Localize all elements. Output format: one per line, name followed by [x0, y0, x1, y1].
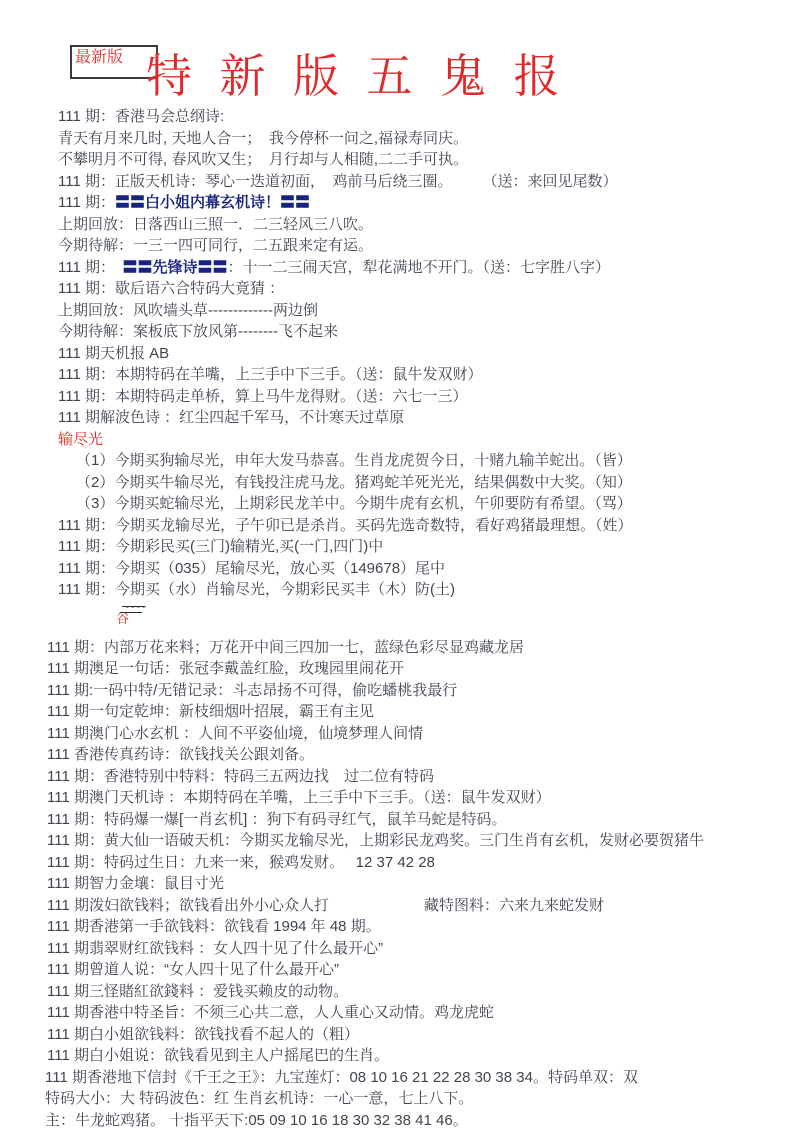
line-segment: （2）今期买牛输尽光，有钱投注虎马龙。猪鸡蛇羊死光光，结果偶数中大奖。（知）	[76, 474, 632, 491]
report-line	[58, 407, 793, 429]
report-line	[58, 214, 793, 236]
line-segment: 上期回放：风吹墙头草-------------两边倒	[58, 302, 318, 319]
report-line	[47, 723, 793, 745]
report-line	[58, 128, 793, 150]
report-line	[58, 171, 793, 193]
line-segment: 〓〓白小姐内幕玄机诗！〓〓	[115, 194, 310, 211]
report-line	[47, 873, 793, 895]
report-line	[45, 1110, 793, 1131]
edition-badge: 最新版	[70, 45, 158, 79]
line-segment: 111 期：今期买（水）肖输尽光，今期彩民买丰（木）防(土)	[58, 581, 455, 598]
line-segment: 今期待解：案板底下放风第--------飞不起来	[58, 323, 338, 340]
line-segment: 111 期泼妇欲钱料；欲钱看出外小心众人打	[47, 897, 329, 914]
line-segment: 111 期解波色诗 ：红尘四起千军马，不计寒天过草原	[58, 409, 404, 426]
report-line	[47, 1002, 793, 1024]
report-line	[47, 680, 793, 702]
report-line	[58, 429, 793, 451]
report-line	[47, 981, 793, 1003]
report-line	[58, 257, 793, 279]
line-segment: 111 期：本期特码走单桥，算上马牛龙得财。（送：六七一三）	[58, 388, 467, 405]
line-segment: 111 期：特码过生日：九来一来，猴鸡发财。 12 37 42 28	[47, 854, 435, 871]
report-line	[47, 701, 793, 723]
line-segment: 111 期：正版天机诗：琴心一迭道初面， 鸡前马后绕三圈。 （送：来回见尾数）	[58, 173, 617, 190]
report-line	[76, 472, 793, 494]
line-segment: 111 期：香港特别中特料：特码三五两边找 过二位有特码	[47, 768, 434, 785]
line-segment: 111 期三怪賭紅欲錢料 ：爱钱买赖皮的动物。	[47, 983, 348, 1000]
report-line	[58, 515, 793, 537]
report-line	[47, 787, 793, 809]
line-segment: 111 期香港中特圣旨：不须三心共二意，人人重心又动情。鸡龙虎蛇	[47, 1004, 494, 1021]
report-line	[58, 386, 793, 408]
line-segment: 111 期香港地下信封《千王之王》：九宝莲灯：08 10 16 21 22 28 30 38 34。特码单双：双	[45, 1069, 638, 1086]
line-segment: 不攀明月不可得, 春风吹又生； 月行却与人相随,二二手可执。	[58, 151, 468, 168]
report-line	[47, 658, 793, 680]
report-line	[58, 321, 793, 343]
line-segment: 111 期:一码中特/无错记录：斗志昂扬不可得，偷吃蟠桃我最行	[47, 682, 457, 699]
scribble-marks: ~~~~	[120, 601, 164, 612]
line-segment: 111 期一句定乾坤：新枝细烟叶招展，霸王有主见	[47, 703, 374, 720]
report-line	[58, 343, 793, 365]
line-segment: 111 期：	[58, 194, 115, 211]
line-segment: ：十一二三闹天宫，犁花满地不开门。（送：七字胜八字）	[227, 259, 610, 276]
line-segment: 111 香港传真药诗：欲钱找关公跟刘备。	[47, 746, 314, 763]
line-segment: 〓〓先锋诗〓〓	[122, 259, 227, 276]
line-segment: 上期回放：日落西山三照一．二三轻风三八吹。	[58, 216, 373, 233]
report-line	[58, 300, 793, 322]
report-line	[76, 493, 793, 515]
line-segment: 今期待解：一三一四可同行，二五跟来定有运。	[58, 237, 373, 254]
line-segment: 111 期：内部万花来料；万花开中间三四加一七，蓝绿色彩尽显鸡藏龙居	[47, 639, 524, 656]
report-line	[58, 278, 793, 300]
report-line	[47, 766, 793, 788]
report-line	[45, 1067, 793, 1089]
line-segment: 111 期：今期买（035）尾输尽光，放心买（149678）尾中	[58, 560, 445, 577]
report-line	[47, 916, 793, 938]
line-segment: 111 期曾道人说：“女人四十见了什么最开心”	[47, 961, 339, 978]
line-segment: 111 期白小姐欲钱料：欲钱找看不起人的（粗）	[47, 1026, 359, 1043]
report-line	[58, 192, 793, 214]
report-line	[47, 938, 793, 960]
line-segment: 111 期澳门天机诗 ：本期特码在羊嘴，上三手中下三手。（送：鼠牛发双财）	[47, 789, 551, 806]
report-line	[47, 637, 793, 659]
line-segment: 111 期智力金壤：鼠目寸光	[47, 875, 224, 892]
line-segment: 111 期澳门心水玄机 ：人间不平姿仙境，仙境梦理人间情	[47, 725, 423, 742]
line-segment: 藏特图料：六来九来蛇发财	[424, 897, 604, 914]
report-line	[47, 744, 793, 766]
report-line	[58, 536, 793, 558]
line-segment: 111 期：今期彩民买(三门)输精光,买(一门,四门)中	[58, 538, 383, 555]
report-line	[58, 364, 793, 386]
line-segment: 111 期：	[58, 259, 122, 276]
report-line	[76, 450, 793, 472]
report-line	[58, 579, 793, 601]
report-line	[58, 558, 793, 580]
line-segment: 111 期白小姐说：欲钱看见到主人户摇尾巴的生肖。	[47, 1047, 389, 1064]
line-segment: 特码大小：大 特码波色：红 生肖玄机诗：一心一意，七上八下。	[45, 1090, 473, 1107]
report-body	[0, 106, 793, 1131]
line-segment: 111 期：黄大仙一语破天机：今期买龙输尽光，上期彩民龙鸡奖。三门生肖有玄机，发财必要贺猪牛	[47, 832, 704, 849]
line-segment: 111 期翡翠财红欲钱料 ：女人四十见了什么最开心”	[47, 940, 383, 957]
line-segment: （1）今期买狗输尽光，申年大发马恭喜。生肖龙虎贺今日，十赌九输羊蛇出。（皆）	[76, 452, 632, 469]
report-line	[47, 830, 793, 852]
line-segment: 111 期：本期特码在羊嘴，上三手中下三手。（送：鼠牛发双财）	[58, 366, 482, 383]
scribble-char: 谷	[116, 612, 793, 625]
report-line	[47, 852, 793, 874]
line-segment: 青天有月来几时, 天地人合一； 我今停杯一问之,福禄寿同庆。	[58, 130, 468, 147]
report-line	[58, 235, 793, 257]
line-segment: 111 期：歇后语六合特码大竟猜 ：	[58, 280, 284, 297]
line-segment: 111 期：今期买龙输尽光，子午卯已是杀肖。买码先选奇数特，看好鸡猪最理想。（姓）	[58, 517, 632, 534]
line-segment: 111 期：特码爆一爆[一肖玄机] ：狗下有码寻红气，鼠羊马蛇是特码。	[47, 811, 506, 828]
report-line	[47, 959, 793, 981]
page-title: 特 新 版 五 鬼 报	[146, 40, 568, 106]
report-line	[58, 149, 793, 171]
line-segment: 111 期天机报 AB	[58, 345, 169, 362]
report-line	[47, 1045, 793, 1067]
masthead	[0, 0, 793, 106]
report-line	[47, 1024, 793, 1046]
line-segment: 输尽光	[58, 431, 103, 448]
report-line	[58, 106, 793, 128]
report-line	[47, 809, 793, 831]
line-segment: 111 期香港第一手欲钱料：欲钱看 1994 年 48 期。	[47, 918, 381, 935]
report-line	[47, 895, 793, 917]
line-segment: 主：牛龙蛇鸡猪。 十指平天下:05 09 10 16 18 30 32 38 41 46。	[45, 1112, 468, 1129]
line-segment: （3）今期买蛇输尽光，上期彩民龙羊中。今期牛虎有玄机，午卯要防有希望。（骂）	[76, 495, 632, 512]
ink-scribble	[58, 601, 793, 637]
line-segment: 111 期澳足一句话：张冠李戴盖红脸，玫瑰园里闹花开	[47, 660, 404, 677]
line-segment: 111 期：香港马会总纲诗:	[58, 108, 224, 125]
report-line	[45, 1088, 793, 1110]
